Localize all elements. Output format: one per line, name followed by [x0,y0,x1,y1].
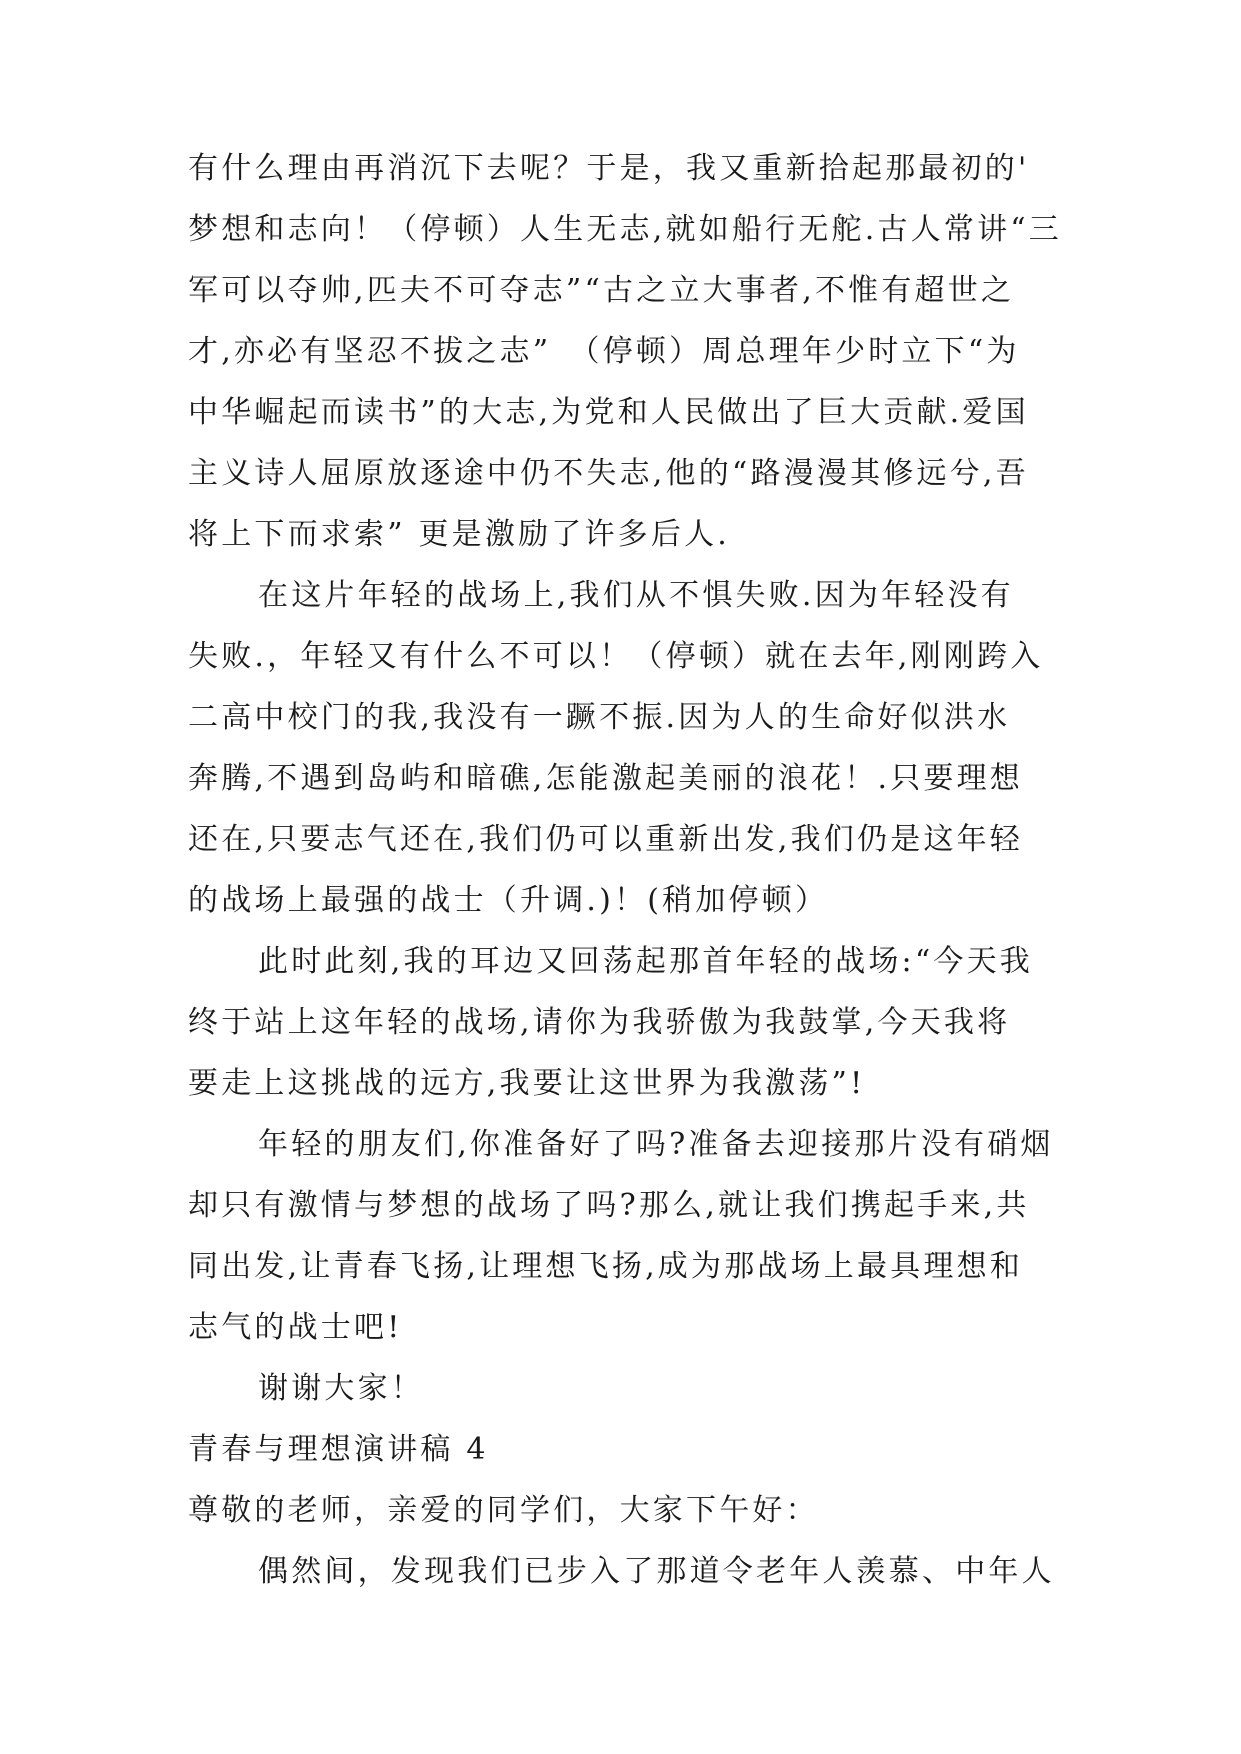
text-line: 梦想和志向！（停顿）人生无志,就如船行无舵.古人常讲“三 [188,212,1063,247]
paragraph-start-line: 在这片年轻的战场上,我们从不惧失败.因为年轻没有 [258,578,1014,613]
text-line: 失败.，年轻又有什么不可以！（停顿）就在去年,刚刚跨入 [188,639,1044,674]
text-line: 同出发,让青春飞扬,让理想飞扬,成为那战场上最具理想和 [188,1249,1024,1284]
text-line: 二高中校门的我,我没有一蹶不振.因为人的生命好似洪水 [188,700,1011,735]
text-line: 要走上这挑战的远方,我要让这世界为我激荡”! [188,1066,866,1101]
document-body [188,138,1063,1602]
paragraph-start-line: 此时此刻,我的耳边又回荡起那首年轻的战场:“今天我 [258,944,1033,979]
text-line: 却只有激情与梦想的战场了吗?那么,就让我们携起手来,共 [188,1188,1030,1223]
text-line: 军可以夺帅,匹夫不可夺志”“古之立大事者,不惟有超世之 [188,273,1015,308]
paragraph-start-line: 年轻的朋友们,你准备好了吗?准备去迎接那片没有硝烟 [258,1127,1054,1162]
text-line: 将上下而求索” 更是激励了许多后人. [188,517,731,552]
text-line: 的战场上最强的战士（升调.)！(稍加停顿） [188,883,829,918]
text-line: 有什么理由再消沉下去呢？于是，我又重新拾起那最初的' [188,151,1030,186]
salutation-line: 尊敬的老师，亲爱的同学们，大家下午好： [188,1493,819,1528]
text-line: 中华崛起而读书”的大志,为党和人民做出了巨大贡献.爱国 [188,395,1029,430]
text-line: 奔腾,不遇到岛屿和暗礁,怎能激起美丽的浪花！.只要理想 [188,761,1024,796]
section-title: 青春与理想演讲稿 4 [188,1432,489,1467]
text-line: 才,亦必有坚忍不拔之志” （停顿）周总理年少时立下“为 [188,334,1020,369]
paragraph-start-line: 偶然间，发现我们已步入了那道令老年人羡慕、中年人 [258,1554,1055,1589]
text-line: 志气的战士吧! [188,1310,403,1345]
text-line: 还在,只要志气还在,我们仍可以重新出发,我们仍是这年轻 [188,822,1024,857]
text-line: 主义诗人屈原放逐途中仍不失志,他的“路漫漫其修远兮,吾 [188,456,1029,491]
thanks-line: 谢谢大家！ [258,1371,424,1406]
text-line: 终于站上这年轻的战场,请你为我骄傲为我鼓掌,今天我将 [188,1005,1011,1040]
